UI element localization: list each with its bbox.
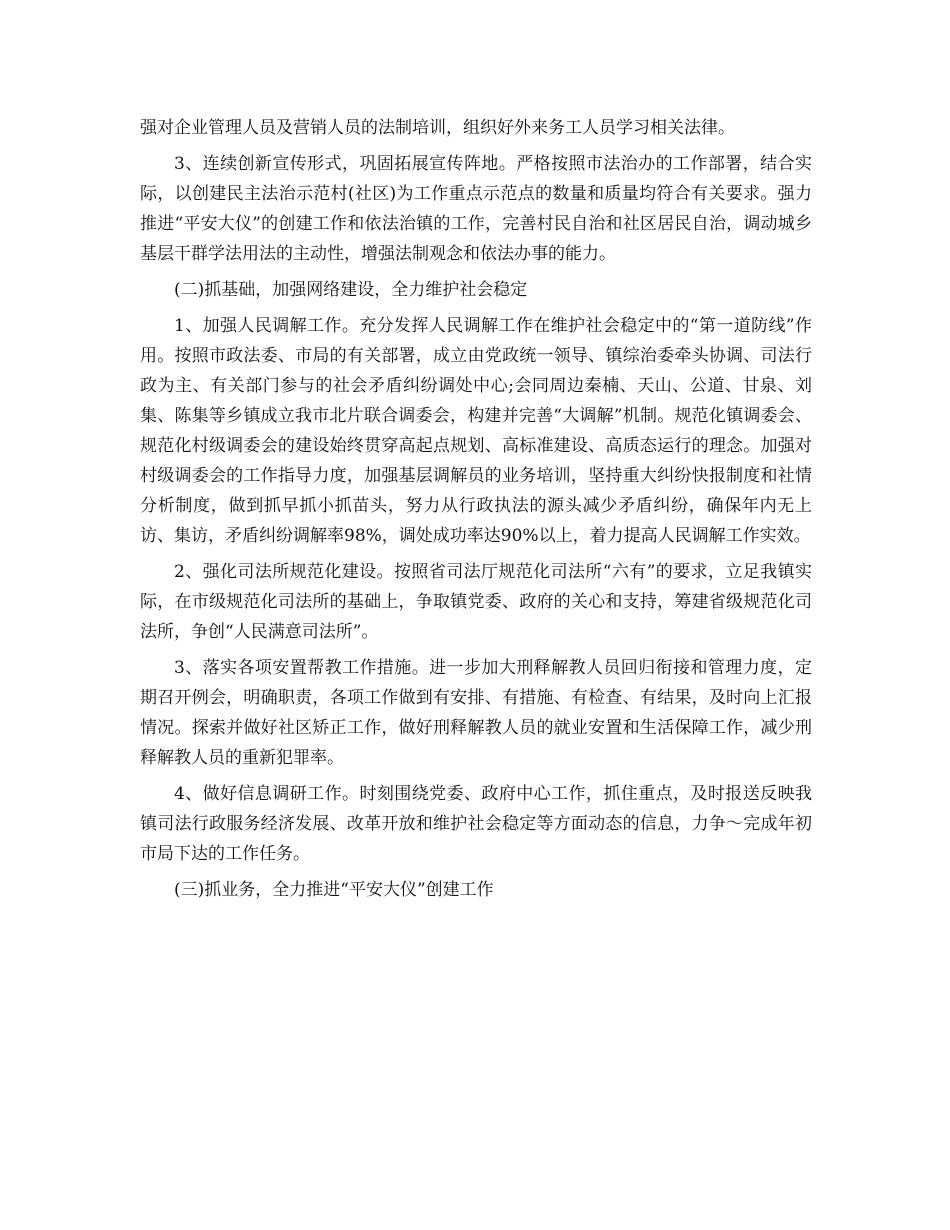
paragraph-continuation: 强对企业管理人员及营销人员的法制培训，组织好外来务工人员学习相关法律。 bbox=[140, 118, 735, 138]
paragraph-item-1-mediation: 1、加强人民调解工作。充分发挥人民调解工作在维护社会稳定中的“第一道防线”作用。按照市政法委、市局的有关部署，成立由党政统一领导、镇综治委牵头协调、司法行政为主、有关部门参与的社会矛盾纠纷调处中心;会同周边秦楠、天山、公道、甘泉、刘集、陈集等乡镇成立我市北片联合调委会，构建并完善“大调解”机制。规范化镇调委会、规范化村级调委会的建设始终贯穿高起点规划、高标准建设、高质态运行的理念。加强对村级调委会的工作指导力度，加强基层调解员的业务培训，坚持重大纠纷快报制度和社情分析制度，做到抓早抓小抓苗头，努力从行政执法的源头减少矛盾纠纷，确保年内无上访、集访，矛盾纠纷调解率98%，调处成功率达90%以上，着力提高人民调解工作实效。 bbox=[140, 316, 812, 546]
paragraph-item-4-information: 4、做好信息调研工作。时刻围绕党委、政府中心工作，抓住重点，及时报送反映我镇司法行政服务经济发展、改革开放和维护社会稳定等方面动态的信息，力争～完成年初市局下达的工作任务。 bbox=[140, 784, 812, 864]
section-heading-2: (二)抓基础，加强网络建设，全力维护社会稳定 bbox=[174, 280, 528, 300]
section-heading-3: (三)抓业务，全力推进“平安大仪”创建工作 bbox=[174, 880, 494, 900]
paragraph-item-2-judicial-office: 2、强化司法所规范化建设。按照省司法厅规范化司法所“六有”的要求，立足我镇实际，在市级规范化司法所的基础上，争取镇党委、政府的关心和支持，筹建省级规范化司法所，争创“人民满意司法所”。 bbox=[140, 562, 812, 642]
paragraph-item-3-publicity: 3、连续创新宣传形式，巩固拓展宣传阵地。严格按照市法治办的工作部署，结合实际，以创建民主法治示范村(社区)为工作重点示范点的数量和质量均符合有关要求。强力推进“平安大仪”的创建工作和依法治镇的工作，完善村民自治和社区居民自治，调动城乡基层干群学法用法的主动性，增强法制观念和依法办事的能力。 bbox=[140, 154, 812, 264]
document-body bbox=[140, 113, 812, 911]
paragraph-item-3-resettlement: 3、落实各项安置帮教工作措施。进一步加大刑释解教人员回归衔接和管理力度，定期召开例会，明确职责，各项工作做到有安排、有措施、有检查、有结果，及时向上汇报情况。探索并做好社区矫正工作，做好刑释解教人员的就业安置和生活保障工作，减少刑释解教人员的重新犯罪率。 bbox=[140, 658, 812, 768]
